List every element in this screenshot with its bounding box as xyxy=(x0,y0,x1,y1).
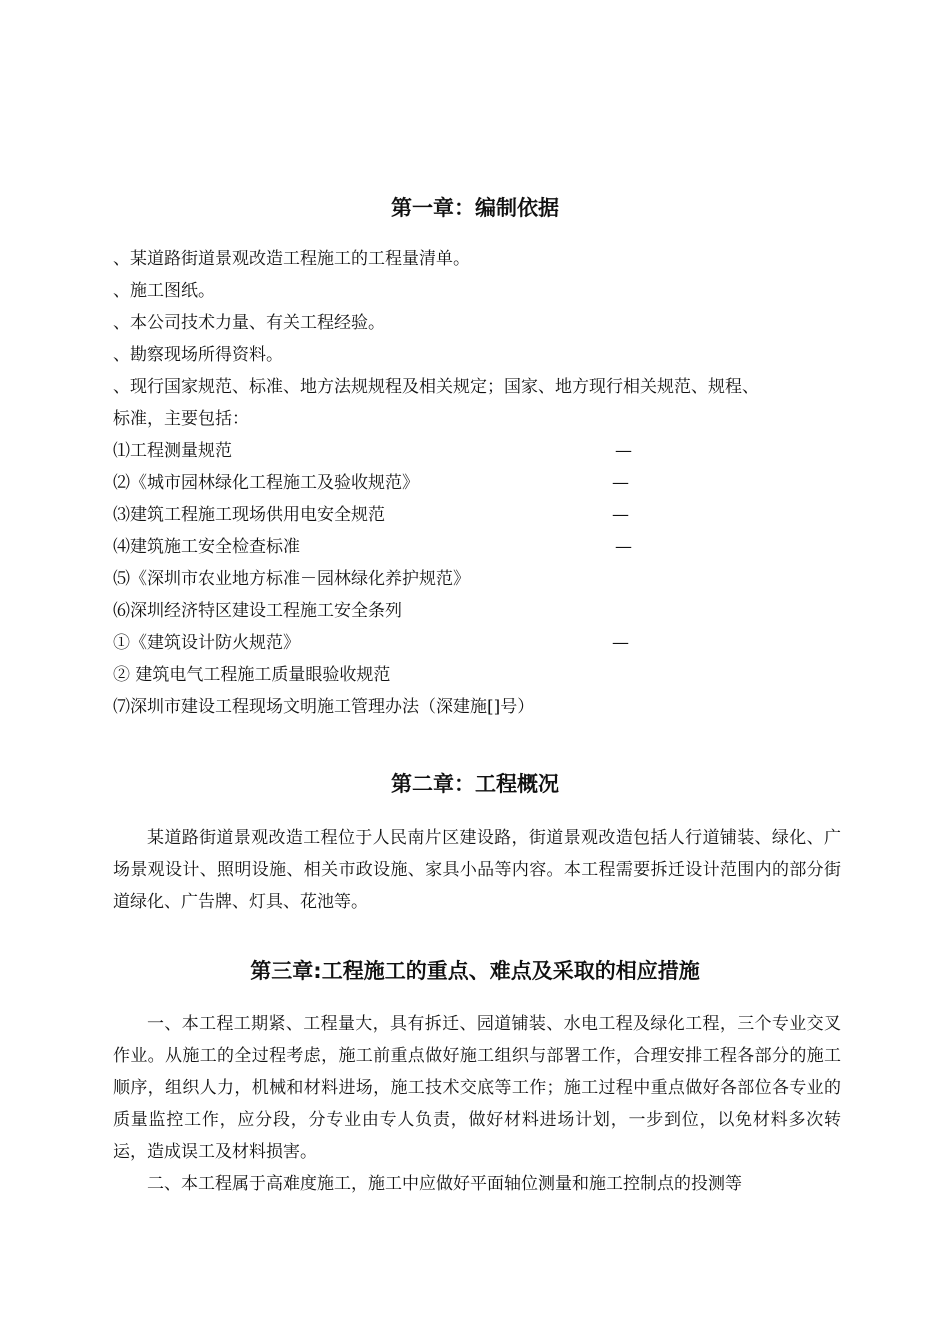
standard-dash: — xyxy=(615,441,632,461)
basis-item: 、现行国家规范、标准、地方法规规程及相关规定；国家、地方现行相关规范、规程、 xyxy=(113,377,759,397)
basis-item: 标准，主要包括： xyxy=(113,409,249,429)
standard-item: ⑶建筑工程施工现场供用电安全规范 xyxy=(113,505,385,525)
chapter1-title: 第一章：编制依据 xyxy=(391,196,559,220)
standard-dash: — xyxy=(612,633,629,653)
basis-item: 、本公司技术力量、有关工程经验。 xyxy=(113,313,385,333)
chapter3-paragraph-1: 一、本工程工期紧、工程量大，具有拆迁、园道铺装、水电工程及绿化工程，三个专业交叉作业。从施工的全过程考虑，施工前重点做好施工组织与部署工作，合理安排工程各部分的施工顺序，组织人力，机械和材料进场，施工技术交底等工作；施工过程中重点做好各部位各专业的质量监控工作，应分段，分专业由专人负责，做好材料进场计划，一步到位，以免材料多次转运，造成误工及材料损害。 xyxy=(113,1014,841,1162)
standard-item: ⑸《深圳市农业地方标准－园林绿化养护规范》 xyxy=(113,569,470,589)
standard-item: ⑵《城市园林绿化工程施工及验收规范》 xyxy=(113,473,419,493)
standard-item: ①《建筑设计防火规范》 xyxy=(113,633,300,653)
standard-item: ② 建筑电气工程施工质量眼验收规范 xyxy=(113,665,391,685)
basis-item: 、勘察现场所得资料。 xyxy=(113,345,283,365)
chapter2-body: 某道路街道景观改造工程位于人民南片区建设路，街道景观改造包括人行道铺装、绿化、广场景观设计、照明设施、相关市政设施、家具小品等内容。本工程需要拆迁设计范围内的部分街道绿化、广告牌、灯具、花池等。 xyxy=(113,828,841,912)
standard-item: ⑺深圳市建设工程现场文明施工管理办法（深建施[]号） xyxy=(113,697,535,717)
basis-item: 、某道路街道景观改造工程施工的工程量清单。 xyxy=(113,249,470,269)
basis-item: 、施工图纸。 xyxy=(113,281,215,301)
standard-item: ⑴工程测量规范 xyxy=(113,441,232,461)
standard-dash: — xyxy=(612,473,629,493)
standard-dash: — xyxy=(615,537,632,557)
chapter3-paragraph-2: 二、本工程属于高难度施工，施工中应做好平面轴位测量和施工控制点的投测等 xyxy=(147,1174,742,1194)
standard-dash: — xyxy=(612,505,629,525)
standard-item: ⑹深圳经济特区建设工程施工安全条列 xyxy=(113,601,402,621)
standard-item: ⑷建筑施工安全检查标准 xyxy=(113,537,300,557)
chapter3-title: 第三章:工程施工的重点、难点及采取的相应措施 xyxy=(250,959,700,983)
chapter2-title: 第二章：工程概况 xyxy=(391,772,559,796)
